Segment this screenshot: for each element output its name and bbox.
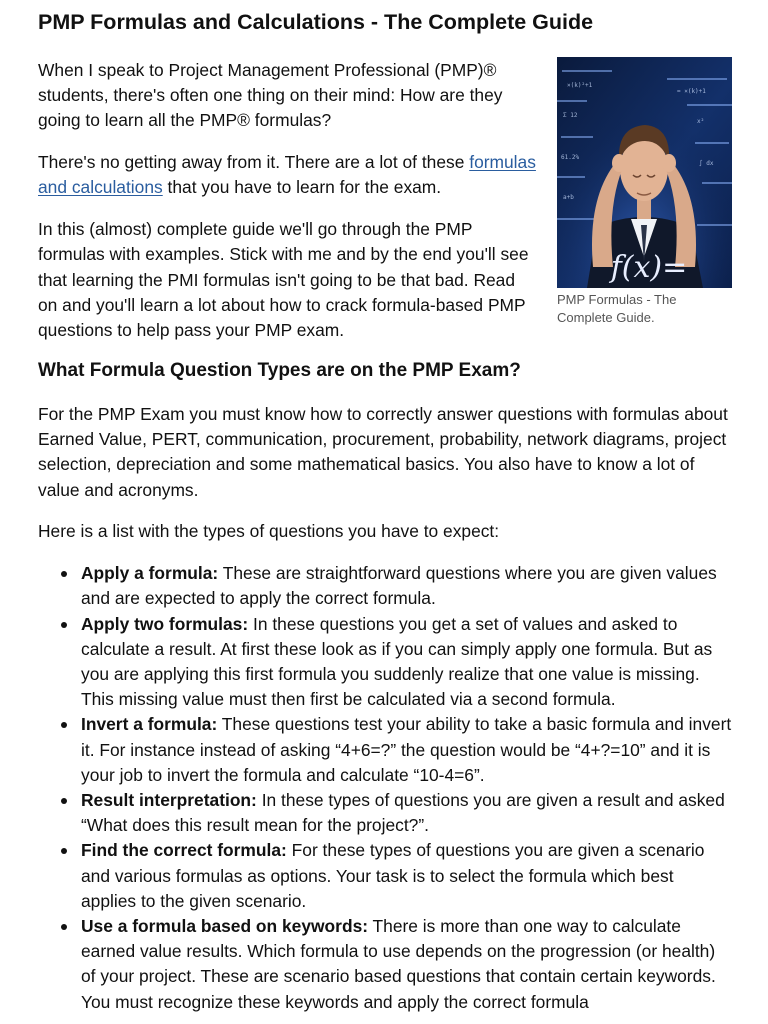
list-item-term: Apply a formula:	[81, 563, 219, 584]
list-item	[81, 838, 732, 914]
list-item-term: Apply two formulas:	[81, 613, 249, 634]
intro-paragraph-2-end: that you have to learn for the exam.	[162, 177, 442, 198]
list-item-text: These questions test your ability to take a basic formula and invert it. For instance instead of asking “4+6=?” the question would be “4+?=10” and it is your job to invert the formula and calculate “10-4=6”.	[81, 714, 732, 785]
list-item-term: Invert a formula:	[81, 714, 218, 735]
section-heading: What Formula Question Types are on the PMP Exam?	[38, 360, 521, 381]
list-item-term: Result interpretation:	[81, 790, 257, 811]
intro-paragraph-2-start: There's no getting away from it. There are a lot of these	[38, 152, 470, 173]
hero-formula-text: f(x)=	[610, 250, 688, 285]
intro-paragraph-3: In this (almost) complete guide we'll go through the PMP formulas with examples. Stick with me and by the end you'll see that learning the PMI formulas isn't going to be that bad. Read on and you'll learn a lot about how to crack formula-based PMP questions to help pass your PMP exam.	[38, 219, 529, 341]
svg-text:61.2%: 61.2%	[561, 154, 580, 161]
article-title: PMP Formulas and Calculations - The Complete Guide	[38, 10, 594, 34]
section-paragraph-2: Here is a list with the types of questions you have to expect:	[38, 521, 500, 542]
question-types-list	[38, 561, 732, 1015]
stressed-man-formulas-image	[557, 57, 732, 288]
list-item	[81, 612, 732, 713]
list-item-text: These are straightforward questions where you are given values and are expected to apply the correct formula.	[81, 563, 717, 609]
svg-text:Σ 12: Σ 12	[563, 112, 578, 119]
list-item	[81, 712, 732, 788]
svg-text:= ×(k)+1: = ×(k)+1	[677, 88, 706, 95]
list-item-text: In these questions you get a set of values and asked to calculate a result. At first these look as if you can simply apply one formula. But as you are applying this first formula you suddenly realize that one value is missing. This missing value must then first be calculated via a second formula.	[81, 613, 713, 710]
svg-text:x²: x²	[697, 118, 705, 125]
svg-text:×(k)²+1: ×(k)²+1	[567, 82, 593, 89]
list-item-term: Use a formula based on keywords:	[81, 916, 369, 937]
list-item	[81, 788, 732, 838]
list-item-text: In these types of questions you are given a result and asked “What does this result mean for the project?”.	[81, 790, 725, 836]
list-item-text: For these types of questions you are given a scenario and various formulas as options. Your task is to select the formula which best applies to the given scenario.	[81, 840, 705, 911]
intro-section	[38, 58, 538, 343]
svg-text:a+b: a+b	[563, 194, 574, 201]
hero-caption: PMP Formulas - The Complete Guide.	[557, 292, 677, 325]
list-item-term: Find the correct formula:	[81, 840, 287, 861]
intro-paragraph-2	[38, 150, 538, 200]
section-paragraph-1: For the PMP Exam you must know how to correctly answer questions with formulas about Earned Value, PERT, communication, procurement, probability, network diagrams, project selection, depreciation and some mathematical basics. You also have to know a lot of value and acronyms.	[38, 404, 728, 500]
hero-figure	[557, 57, 732, 326]
list-item	[81, 561, 732, 611]
intro-paragraph-1: When I speak to Project Management Professional (PMP)® students, there's often one thing on their mind: How are they going to learn all the PMP® formulas?	[38, 60, 503, 131]
question-types-section	[38, 402, 732, 1015]
svg-text:∫ dx: ∫ dx	[699, 160, 714, 167]
list-item	[81, 914, 732, 1015]
list-item-text: There is more than one way to calculate earned value results. Which formula to use depends on the progression (or health) of your project. These are scenario based questions that contain certain keywords. You must recognize these keywords and apply the correct formula	[81, 916, 716, 1012]
formulas-and-calculations-link[interactable]: formulas and calculations	[38, 152, 536, 198]
